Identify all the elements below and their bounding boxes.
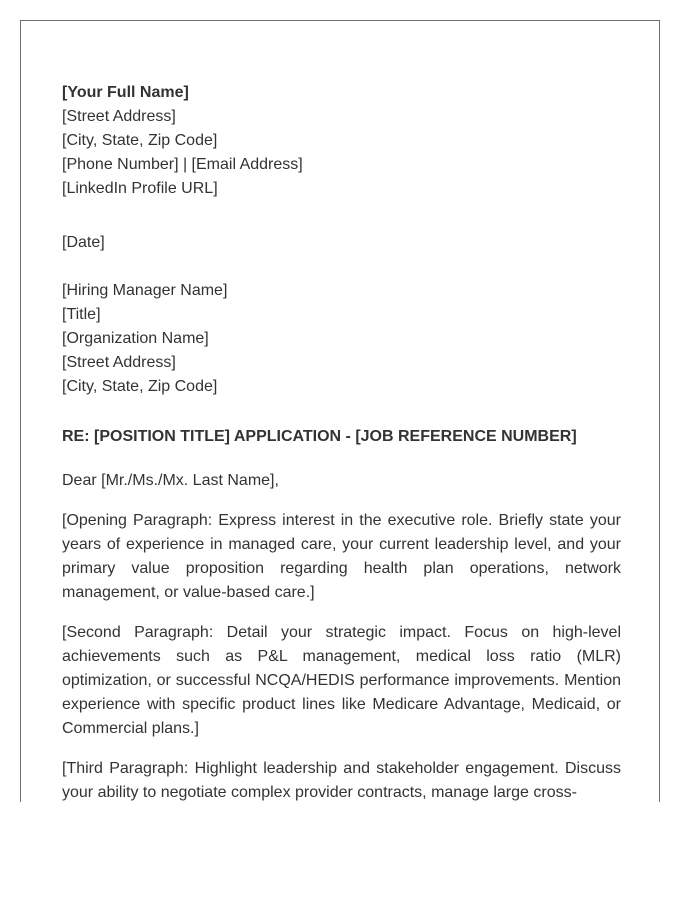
sender-street: [Street Address] [62, 108, 176, 125]
recipient-city: [City, State, Zip Code] [62, 378, 218, 395]
body-paragraph-second: [Second Paragraph: Detail your strategic impact. Focus on high-level achievements such as P&L management, medical loss ratio (MLR) optimization, or successful NCQA/HEDIS performance improvements. Mention experience with specific product lines like Medicare Advantage, Medicaid, or Commercial plans.] [62, 624, 621, 737]
sender-contact: [Phone Number] | [Email Address] [62, 156, 303, 173]
letter-page [20, 20, 660, 802]
body-paragraph-opening: [Opening Paragraph: Express interest in the executive role. Briefly state your years of experience in managed care, your current leadership level, and your primary value proposition regarding health plan operations, network management, or value-based care.] [62, 512, 621, 601]
recipient-name: [Hiring Manager Name] [62, 282, 228, 299]
sender-linkedin: [LinkedIn Profile URL] [62, 180, 218, 197]
salutation: Dear [Mr./Ms./Mx. Last Name], [62, 472, 279, 489]
recipient-organization: [Organization Name] [62, 330, 209, 347]
recipient-street: [Street Address] [62, 354, 176, 371]
sender-block [62, 81, 621, 201]
body-paragraph-third: [Third Paragraph: Highlight leadership and stakeholder engagement. Discuss your ability to negotiate complex provider contracts, manage large cross- [62, 760, 621, 801]
recipient-title: [Title] [62, 306, 101, 323]
sender-name: [Your Full Name] [62, 84, 189, 101]
letter-content [62, 81, 621, 802]
letter-date: [Date] [62, 234, 105, 251]
subject-line: RE: [POSITION TITLE] APPLICATION - [JOB REFERENCE NUMBER] [62, 428, 577, 445]
recipient-block [62, 279, 621, 399]
sender-city: [City, State, Zip Code] [62, 132, 218, 149]
